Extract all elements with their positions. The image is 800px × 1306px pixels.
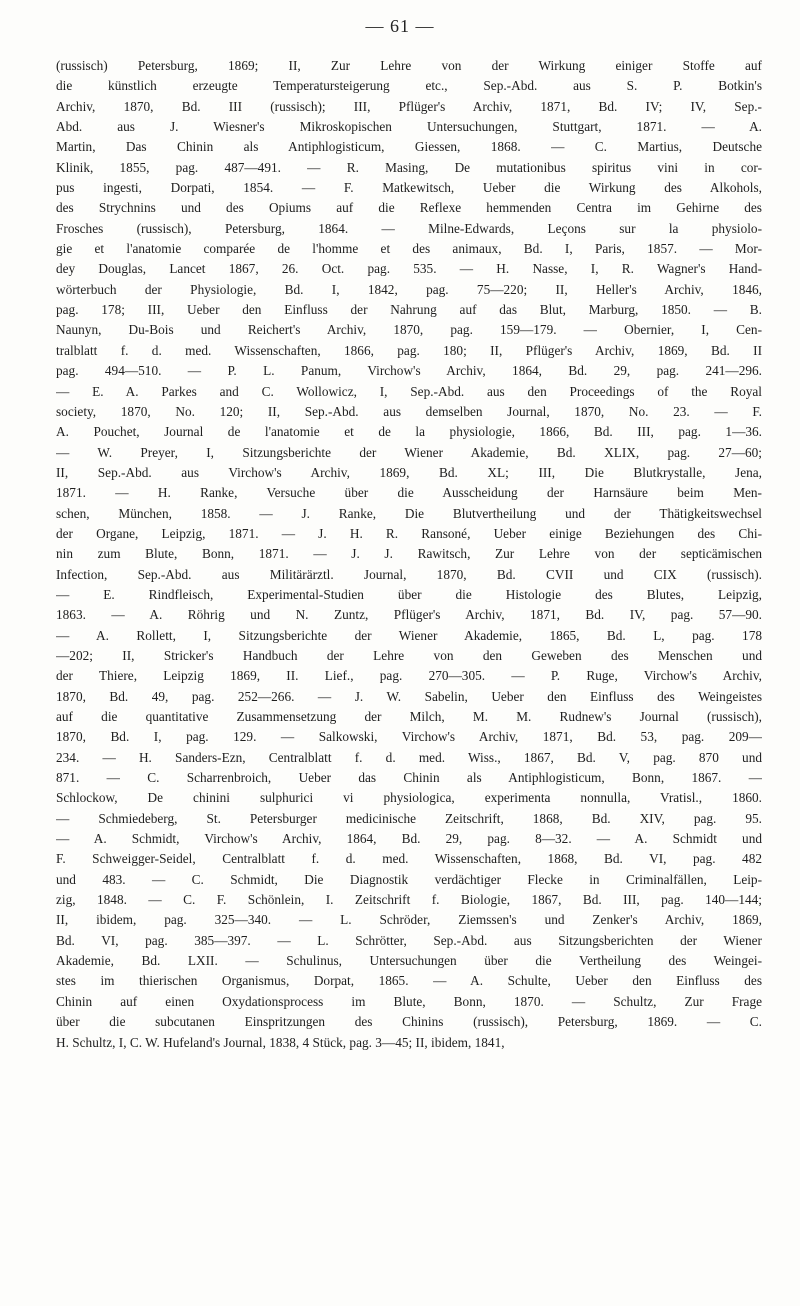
text-line: — E. Rindfleisch, Experimental-Studien über die Histologie des Blutes, Leipzig,	[56, 586, 762, 602]
text-line: und 483. — C. Schmidt, Die Diagnostik verdächtiger Flecke in Criminalfällen, Leip-	[56, 871, 762, 887]
text-line: gie et l'anatomie comparée de l'homme et des animaux, Bd. I, Paris, 1857. — Mor-	[56, 241, 762, 257]
text-line: nin zum Blute, Bonn, 1871. — J. J. Rawitsch, Zur Lehre von der septicämischen	[56, 546, 762, 562]
text-line: (russisch) Petersburg, 1869; II, Zur Lehre von der Wirkung einiger Stoffe auf	[56, 58, 762, 73]
text-line: — A. Schmidt, Virchow's Archiv, 1864, Bd. 29, pag. 8—32. — A. Schmidt und	[56, 831, 762, 847]
text-line: F. Schweigger-Seidel, Centralblatt f. d. med. Wissenschaften, 1868, Bd. VI, pag. 482	[56, 851, 762, 867]
text-line: pag. 494—510. — P. L. Panum, Virchow's Archiv, 1864, Bd. 29, pag. 241—296.	[56, 363, 762, 379]
page-number: — 61 —	[365, 16, 435, 36]
text-line: Akademie, Bd. LXII. — Schulinus, Untersuchungen über die Vertheilung des Weingei-	[56, 953, 762, 969]
text-line: 1870, Bd. I, pag. 129. — Salkowski, Virchow's Archiv, 1871, Bd. 53, pag. 209—	[56, 729, 762, 745]
text-line: des Strychnins und des Opiums auf die Reflexe hemmenden Centra im Gehirne des	[56, 200, 762, 216]
text-line: wörterbuch der Physiologie, Bd. I, 1842, pag. 75—220; II, Heller's Archiv, 1846,	[56, 281, 762, 297]
text-line: der Thiere, Leipzig 1869, II. Lief., pag. 270—305. — P. Ruge, Virchow's Archiv,	[56, 668, 762, 684]
text-line: Infection, Sep.-Abd. aus Militärärztl. Journal, 1870, Bd. CVII und CIX (russisch).	[56, 566, 762, 582]
text-line: Abd. aus J. Wiesner's Mikroskopischen Untersuchungen, Stuttgart, 1871. — A.	[56, 119, 762, 135]
text-line: zig, 1848. — C. F. Schönlein, I. Zeitschrift f. Biologie, 1867, Bd. III, pag. 140—144;	[56, 892, 762, 908]
text-line: tralblatt f. d. med. Wissenschaften, 1866, pag. 180; II, Pflüger's Archiv, 1869, Bd. II	[56, 342, 762, 358]
text-line: II, Sep.-Abd. aus Virchow's Archiv, 1869, Bd. XL; III, Die Blutkrystalle, Jena,	[56, 464, 762, 480]
text-line: auf die quantitative Zusammensetzung der Milch, M. M. Rudnew's Journal (russisch),	[56, 709, 762, 724]
text-line: 1863. — A. Röhrig und N. Zuntz, Pflüger's Archiv, 1871, Bd. IV, pag. 57—90.	[56, 607, 762, 623]
text-line: Naunyn, Du-Bois und Reichert's Archiv, 1870, pag. 159—179. — Obernier, I, Cen-	[56, 322, 762, 338]
text-line: society, 1870, No. 120; II, Sep.-Abd. aus demselben Journal, 1870, No. 23. — F.	[56, 403, 762, 419]
text-line: II, ibidem, pag. 325—340. — L. Schröder, Ziemssen's und Zenker's Archiv, 1869,	[56, 912, 762, 928]
text-line: stes im thierischen Organismus, Dorpat, 1865. — A. Schulte, Ueber den Einfluss des	[56, 973, 762, 989]
text-line: pag. 178; III, Ueber den Einfluss der Nahrung auf das Blut, Marburg, 1850. — B.	[56, 302, 762, 318]
text-line: pus ingesti, Dorpati, 1854. — F. Matkewitsch, Ueber die Wirkung des Alkohols,	[56, 180, 762, 196]
text-line: die künstlich erzeugte Temperatursteigerung etc., Sep.-Abd. aus S. P. Botkin's	[56, 78, 762, 94]
text-line: der Organe, Leipzig, 1871. — J. H. R. Ransoné, Ueber einige Beziehungen des Chi-	[56, 525, 762, 541]
text-line: 234. — H. Sanders-Ezn, Centralblatt f. d. med. Wiss., 1867, Bd. V, pag. 870 und	[56, 749, 762, 765]
text-line: 1870, Bd. 49, pag. 252—266. — J. W. Sabelin, Ueber den Einfluss des Weingeistes	[56, 688, 762, 704]
text-line: 871. — C. Scharrenbroich, Ueber das Chinin als Antiphlogisticum, Bonn, 1867. —	[56, 770, 762, 786]
text-line: —202; II, Stricker's Handbuch der Lehre von den Geweben des Menschen und	[56, 647, 762, 663]
text-line: — Schmiedeberg, St. Petersburger medicinische Zeitschrift, 1868, Bd. XIV, pag. 95.	[56, 810, 762, 826]
text-line: A. Pouchet, Journal de l'anatomie et de la physiologie, 1866, Bd. III, pag. 1—36.	[56, 424, 762, 440]
text-line: Klinik, 1855, pag. 487—491. — R. Masing, De mutationibus spiritus vini in cor-	[56, 159, 762, 175]
text-line: dey Douglas, Lancet 1867, 26. Oct. pag. 535. — H. Nasse, I, R. Wagner's Hand-	[56, 261, 762, 277]
text-line: Martin, Das Chinin als Antiphlogisticum, Giessen, 1868. — C. Martius, Deutsche	[56, 139, 762, 155]
text-line: — E. A. Parkes and C. Wollowicz, I, Sep.-Abd. aus den Proceedings of the Royal	[56, 383, 762, 399]
text-line: Schlockow, De chinini sulphurici vi physiologica, experimenta nonnulla, Vratisl., 1860.	[56, 790, 762, 806]
text-line: Frosches (russisch), Petersburg, 1864. — Milne-Edwards, Leçons sur la physiolo-	[56, 220, 762, 236]
text-line: schen, München, 1858. — J. Ranke, Die Blutvertheilung und der Thätigkeitswechsel	[56, 505, 762, 521]
bibliography-text	[56, 56, 762, 1053]
text-line: — W. Preyer, I, Sitzungsberichte der Wiener Akademie, Bd. XLIX, pag. 27—60;	[56, 444, 762, 460]
text-line: 1871. — H. Ranke, Versuche über die Ausscheidung der Harnsäure beim Men-	[56, 485, 762, 501]
text-line: über die subcutanen Einspritzungen des Chinins (russisch), Petersburg, 1869. — C.	[56, 1014, 762, 1030]
text-line: Archiv, 1870, Bd. III (russisch); III, Pflüger's Archiv, 1871, Bd. IV; IV, Sep.-	[56, 98, 762, 114]
text-line: Bd. VI, pag. 385—397. — L. Schrötter, Sep.-Abd. aus Sitzungsberichten der Wiener	[56, 932, 762, 948]
text-line: — A. Rollett, I, Sitzungsberichte der Wiener Akademie, 1865, Bd. L, pag. 178	[56, 627, 762, 643]
text-line: H. Schultz, I, C. W. Hufeland's Journal, 1838, 4 Stück, pag. 3—45; II, ibidem, 1841,	[56, 1034, 505, 1050]
text-line: Chinin auf einen Oxydationsprocess im Blute, Bonn, 1870. — Schultz, Zur Frage	[56, 993, 762, 1009]
